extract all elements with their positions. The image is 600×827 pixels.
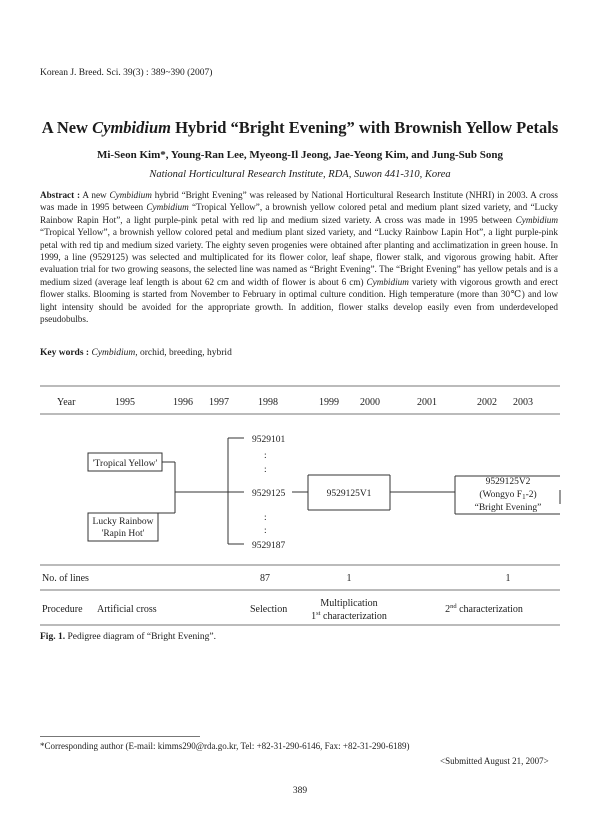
wongyo-suffix: -2) xyxy=(525,490,537,500)
affiliation: National Horticultural Research Institute, RDA, Suwon 441-310, Korea xyxy=(149,169,451,180)
figure-caption-text: Pedigree diagram of “Bright Evening”. xyxy=(65,632,216,642)
year-2002: 2002 xyxy=(477,397,497,408)
abstract-genus-1: Cymbidium xyxy=(109,190,152,200)
lines-row-label: No. of lines xyxy=(42,573,89,584)
title-prefix: A New xyxy=(41,118,93,137)
char2-sup: nd xyxy=(450,603,457,610)
abstract-text-5: variety with vigorous growth and erect flower stalks. Blooming is started from November to February in optimal culture condition. High temperature (more than 30℃) and low light intensity should be avoided for the appropriate growth. In addition, flower stalks develop easily even from underdeveloped pseudobulbs. xyxy=(40,276,559,325)
corresponding-author-footnote: *Corresponding author (E-mail: kimms290@rda.go.kr, Tel: +82-31-290-6146, Fax: +82-31-290-6189) xyxy=(40,741,410,751)
wongyo-sub: 1 xyxy=(522,493,526,501)
line-9529125v2: 9529125V2 xyxy=(485,477,531,487)
year-1995: 1995 xyxy=(115,397,135,408)
pedigree-diagram xyxy=(0,380,600,630)
abstract-text-2: hybrid “Bright Evening” was released by National Horticultural Research Institute (NHRI) in 2003. A cross was made in 1995 between xyxy=(40,190,559,213)
parent-lucky-rainbow-line1: Lucky Rainbow xyxy=(92,517,154,527)
procedure-selection: Selection xyxy=(250,604,288,615)
title-genus: Cymbidium xyxy=(92,118,171,137)
year-2000: 2000 xyxy=(360,397,380,408)
author-list: Mi-Seon Kim*, Young-Ran Lee, Myeong-Il Jeong, Jae-Yeong Kim, and Jung-Sub Song xyxy=(96,149,504,161)
variety-name: “Bright Evening” xyxy=(474,503,542,513)
dots-2: : xyxy=(264,465,267,475)
year-2001: 2001 xyxy=(417,397,437,408)
lines-count-1999: 1 xyxy=(346,573,352,584)
year-row-label: Year xyxy=(57,397,76,408)
abstract-genus-2: Cymbidium xyxy=(146,202,189,213)
procedure-1st-characterization xyxy=(311,610,387,622)
line-9529125: 9529125 xyxy=(252,489,286,499)
keywords-genus: Cymbidium xyxy=(91,348,136,358)
abstract-label: Abstract : xyxy=(40,190,81,200)
char1-num: 1 xyxy=(311,611,317,622)
paper-title xyxy=(0,118,600,138)
year-1997: 1997 xyxy=(209,397,229,408)
figure-caption xyxy=(40,632,216,642)
procedure-row-label: Procedure xyxy=(42,604,83,615)
abstract-text-3: “Tropical Yellow”, a brownish yellow colored petal and medium plant sized variety, and “Lucky Rainbow Rapin Hot”, a light purple-pink petal with red lip and medium sized variety. A cross was made in 1995 between xyxy=(40,202,558,225)
lines-count-1998: 87 xyxy=(260,573,270,584)
dots-1: : xyxy=(264,451,267,461)
title-suffix: Hybrid “Bright Evening” with Brownish Yellow Petals xyxy=(170,118,559,137)
procedure-multiplication: Multiplication xyxy=(320,598,378,609)
char2-text: characterization xyxy=(456,604,523,615)
footnote-rule xyxy=(40,736,200,737)
year-1996: 1996 xyxy=(173,397,193,408)
char1-text: characterization xyxy=(320,611,387,622)
journal-citation: Korean J. Breed. Sci. 39(3) : 389~390 (2007) xyxy=(40,68,213,78)
procedure-2nd-characterization xyxy=(445,603,523,615)
wongyo-prefix: (Wongyo F xyxy=(479,490,523,500)
abstract-text-4: “Tropical Yellow”, a brownish yellow colored petal and medium plant sized variety, and “Lucky Rainbow Lapin Hot”, a light purple-pink petal with red tip and medium sized variety. The eighty seven progenies were obtained after planting and acclimatization in green house. In 1999, a line (9529125) was selected and multiplicated for its flower color, leaf shape, flower stalk, and vigorous growing habit. After evaluation trial for two growing seasons, the selected line was named as “Bright Evening”. The “Bright Evening” has yellow petals and is a medium sized (average leaf length is about 62 cm and width of flower is about 6 cm) xyxy=(40,227,558,287)
keywords-label: Key words : xyxy=(40,348,90,358)
dots-3: : xyxy=(264,513,267,523)
parent-tropical-yellow: 'Tropical Yellow' xyxy=(92,459,158,469)
submission-date: <Submitted August 21, 2007> xyxy=(440,756,549,766)
keywords xyxy=(40,348,232,358)
wongyo-code xyxy=(479,489,536,501)
year-1999: 1999 xyxy=(319,397,339,408)
abstract-genus-3: Cymbidium xyxy=(515,214,558,225)
figure-caption-label: Fig. 1. xyxy=(40,632,66,642)
year-2003: 2003 xyxy=(513,397,533,408)
parent-lucky-rainbow-line2: 'Rapin Hot' xyxy=(101,529,145,539)
abstract-genus-4: Cymbidium xyxy=(366,276,409,287)
line-9529187: 9529187 xyxy=(252,541,286,551)
lines-count-2002: 1 xyxy=(505,573,511,584)
dots-4: : xyxy=(264,526,267,536)
char1-sup: st xyxy=(316,610,321,617)
abstract-text-1: A new xyxy=(80,190,110,200)
line-9529101: 9529101 xyxy=(252,435,286,445)
year-1998: 1998 xyxy=(258,397,278,408)
keywords-rest: , orchid, breeding, hybrid xyxy=(135,348,232,358)
page-number: 389 xyxy=(292,786,308,796)
char2-num: 2 xyxy=(445,604,451,615)
abstract xyxy=(40,189,558,325)
line-9529125v1: 9529125V1 xyxy=(326,489,372,499)
procedure-cross: Artificial cross xyxy=(97,604,157,615)
